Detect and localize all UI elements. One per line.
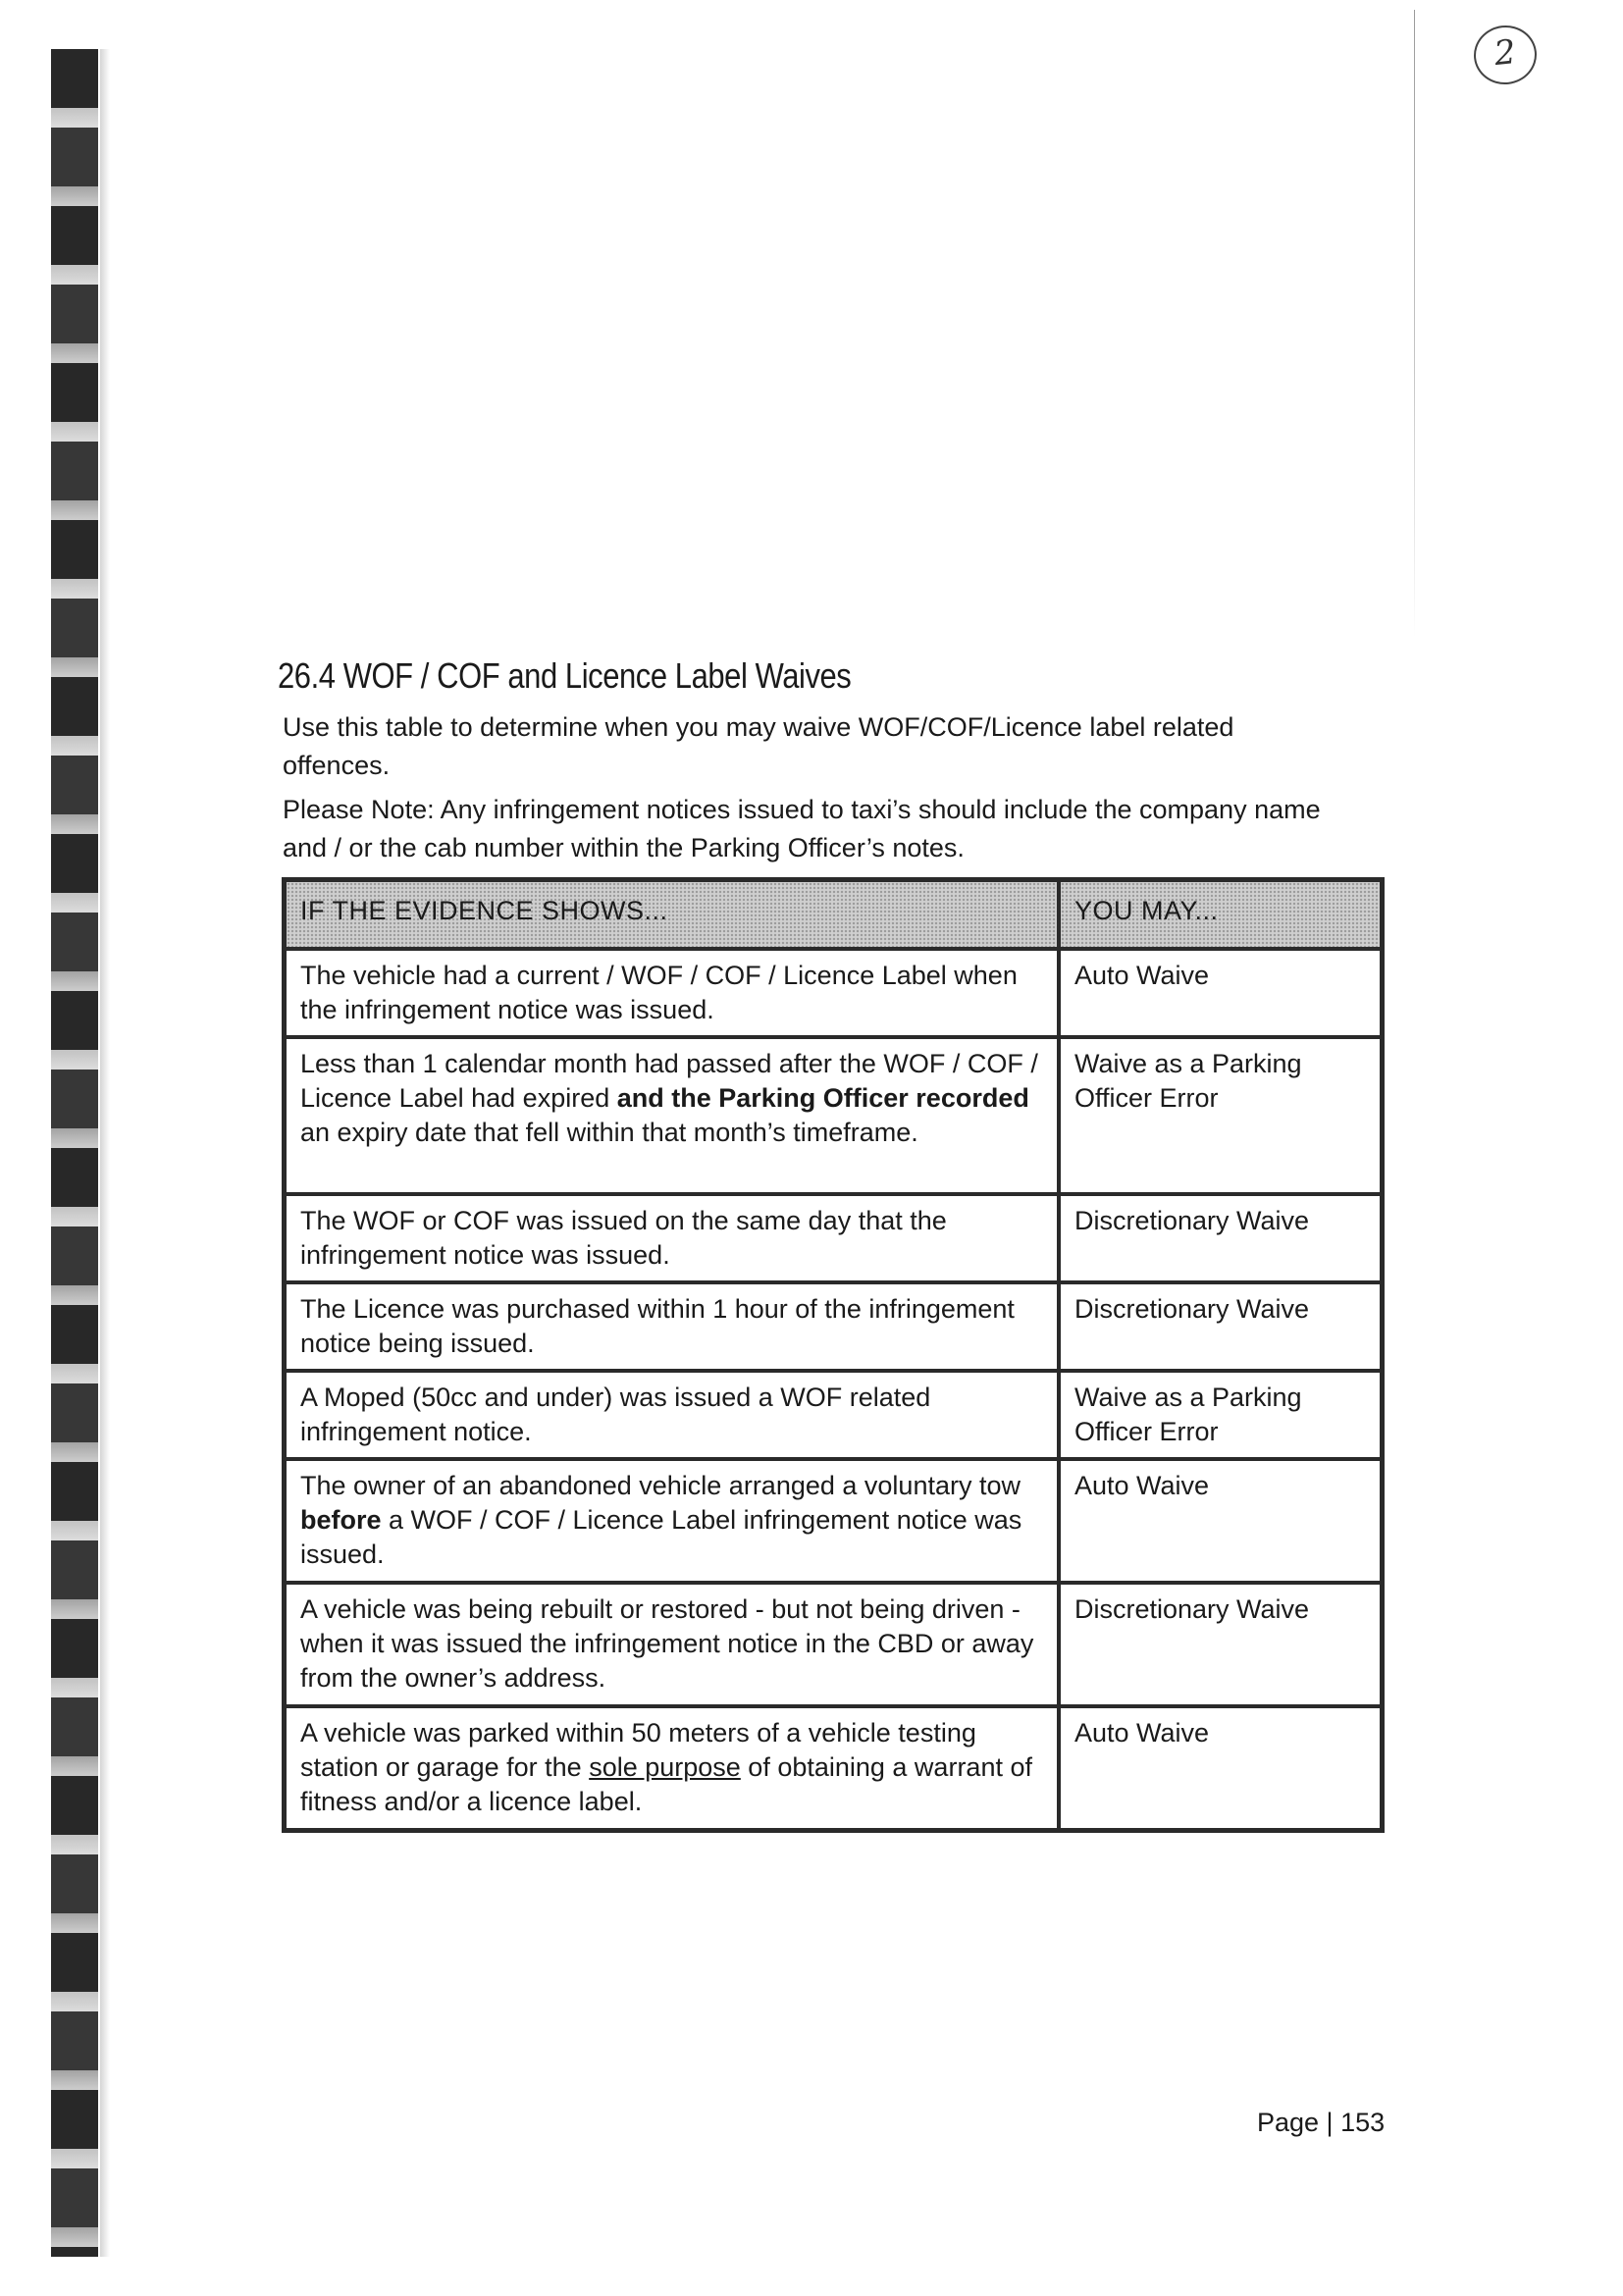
section-title: 26.4 WOF / COF and Licence Label Waives bbox=[278, 655, 852, 696]
waiver-table bbox=[282, 877, 1385, 1833]
evidence-text: A vehicle was parked within 50 meters of a vehicle testing station or garage for the bbox=[300, 1718, 976, 1782]
evidence-cell bbox=[285, 1706, 1059, 1830]
action-cell: Discretionary Waive bbox=[1059, 1194, 1382, 1282]
evidence-underlined: sole purpose bbox=[589, 1752, 741, 1782]
table-header-row bbox=[285, 880, 1382, 949]
table-row bbox=[285, 1194, 1382, 1282]
evidence-cell: A vehicle was being rebuilt or restored - but not being driven - when it was issued the infringement notice in the CBD or away from the owner’s address. bbox=[285, 1583, 1059, 1706]
evidence-cell bbox=[285, 1459, 1059, 1583]
evidence-text: of obtaining a warrant of fitness and/or a licence label. bbox=[300, 1752, 1032, 1816]
action-cell: Waive as a Parking Officer Error bbox=[1059, 1037, 1382, 1194]
page-number: Page | 153 bbox=[1257, 2108, 1386, 2137]
evidence-cell: The Licence was purchased within 1 hour of the infringement notice being issued. bbox=[285, 1282, 1059, 1371]
action-cell: Auto Waive bbox=[1059, 1459, 1382, 1583]
evidence-emphasis: and the Parking Officer recorded bbox=[616, 1083, 1029, 1113]
evidence-text: a WOF / COF / Licence Label infringement notice was issued. bbox=[300, 1505, 1022, 1569]
table-row bbox=[285, 1037, 1382, 1194]
header-action: YOU MAY... bbox=[1059, 880, 1382, 949]
evidence-cell: The vehicle had a current / WOF / COF / Licence Label when the infringement notice was issued. bbox=[285, 949, 1059, 1037]
table-header bbox=[285, 880, 1382, 949]
binding-strip bbox=[51, 49, 98, 2257]
evidence-emphasis: before bbox=[300, 1505, 382, 1535]
table-row bbox=[285, 1706, 1382, 1830]
action-cell: Discretionary Waive bbox=[1059, 1282, 1382, 1371]
action-cell: Discretionary Waive bbox=[1059, 1583, 1382, 1706]
table-row bbox=[285, 1282, 1382, 1371]
evidence-cell: A Moped (50cc and under) was issued a WOF related infringement notice. bbox=[285, 1371, 1059, 1459]
action-cell: Auto Waive bbox=[1059, 949, 1382, 1037]
evidence-cell: The WOF or COF was issued on the same day that the infringement notice was issued. bbox=[285, 1194, 1059, 1282]
header-evidence: IF THE EVIDENCE SHOWS... bbox=[285, 880, 1059, 949]
table-row bbox=[285, 1583, 1382, 1706]
scan-edge-line bbox=[1414, 10, 1415, 638]
evidence-cell bbox=[285, 1037, 1059, 1194]
evidence-text: an expiry date that fell within that month’s timeframe. bbox=[300, 1118, 918, 1147]
evidence-text: Less than 1 calendar month had passed after the WOF / COF / Licence Label had expired bbox=[300, 1049, 1038, 1113]
action-cell: Auto Waive bbox=[1059, 1706, 1382, 1830]
table-body bbox=[285, 949, 1382, 1830]
handwritten-page-mark: 2 bbox=[1471, 23, 1540, 87]
intro-paragraph: Use this table to determine when you may waive WOF/COF/Licence label related offences. bbox=[283, 712, 1234, 780]
table-row bbox=[285, 1371, 1382, 1459]
action-cell: Waive as a Parking Officer Error bbox=[1059, 1371, 1382, 1459]
table-row bbox=[285, 949, 1382, 1037]
note-paragraph: Please Note: Any infringement notices issued to taxi’s should include the company name and / or the cab number within the Parking Officer’s notes. bbox=[283, 795, 1321, 862]
evidence-text: The owner of an abandoned vehicle arranged a voluntary tow bbox=[300, 1471, 1021, 1500]
table-row bbox=[285, 1459, 1382, 1583]
